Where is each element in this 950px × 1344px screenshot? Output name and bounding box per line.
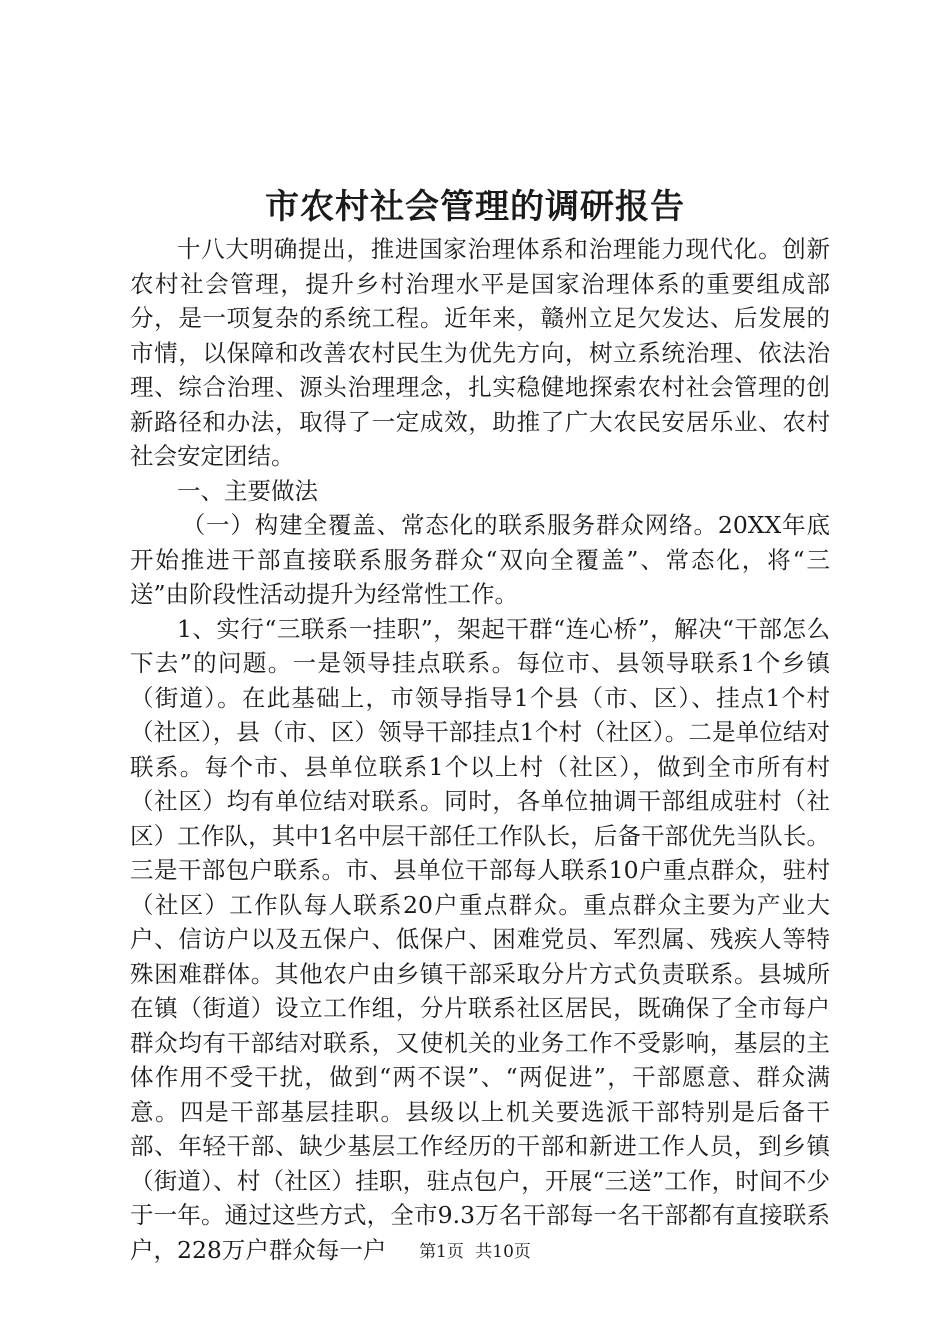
document-title: 市农村社会管理的调研报告 [265,187,685,227]
section-heading: 一、主要做法 [177,476,318,505]
intro-paragraph: 十八大明确提出，推进国家治理体系和治理能力现代化。创新农村社会管理，提升乡村治理水平是国家治理体系的重要组成部分，是一项复杂的系统工程。近年来，赣州立足欠发达、后发展的市情，以保障和改善农村民生为优先方向，树立系统治理、依法治理、综合治理、源头治理理念，扎实稳健地探索农村社会管理的创新路径和办法，取得了一定成效，助推了广大农民安居乐业、农村社会安定团结。 [130,235,830,470]
detail-paragraph: 1、实行“三联系一挂职”，架起干群“连心桥”，解决“干部怎么下去”的问题。一是领导挂点联系。每位市、县领导联系1个乡镇（街道）。在此基础上，市领导指导1个县（市、区）、挂点1个村（社区），县（市、区）领导干部挂点1个村（社区）。二是单位结对联系。每个市、县单位联系1个以上村（社区），做到全市所有村（社区）均有单位结对联系。同时，各单位抽调干部组成驻村（社区）工作队，其中1名中层干部任工作队长，后备干部优先当队长。三是干部包户联系。市、县单位干部每人联系10户重点群众，驻村（社区）工作队每人联系20户重点群众。重点群众主要为产业大户、信访户以及五保户、低保户、困难党员、军烈属、残疾人等特殊困难群体。其他农户由乡镇干部采取分片方式负责联系。县城所在镇（街道）设立工作组，分片联系社区居民，既确保了全市每户群众均有干部结对联系，又使机关的业务工作不受影响，基层的主体作用不受干扰，做到“两不误”、“两促进”，干部愿意、群众满意。四是干部基层挂职。县级以上机关要选派干部特别是后备干部、年轻干部、缺少基层工作经历的干部和新进工作人员，到乡镇（街道）、村（社区）挂职，驻点包户，开展“三送”工作，时间不少于一年。通过这些方式，全市9.3万名干部每一名干部都有直接联系户，228万户群众每一户 [130,614,830,1264]
subsection-paragraph: （一）构建全覆盖、常态化的联系服务群众网络。20XX年底开始推进干部直接联系服务群众“双向全覆盖”、常态化，将“三送”由阶段性活动提升为经常性工作。 [130,511,830,608]
page-footer [0,1240,950,1264]
document-body [130,232,830,1267]
page-total: 共10页 [475,1242,531,1262]
page-number: 第1页 [419,1242,464,1262]
